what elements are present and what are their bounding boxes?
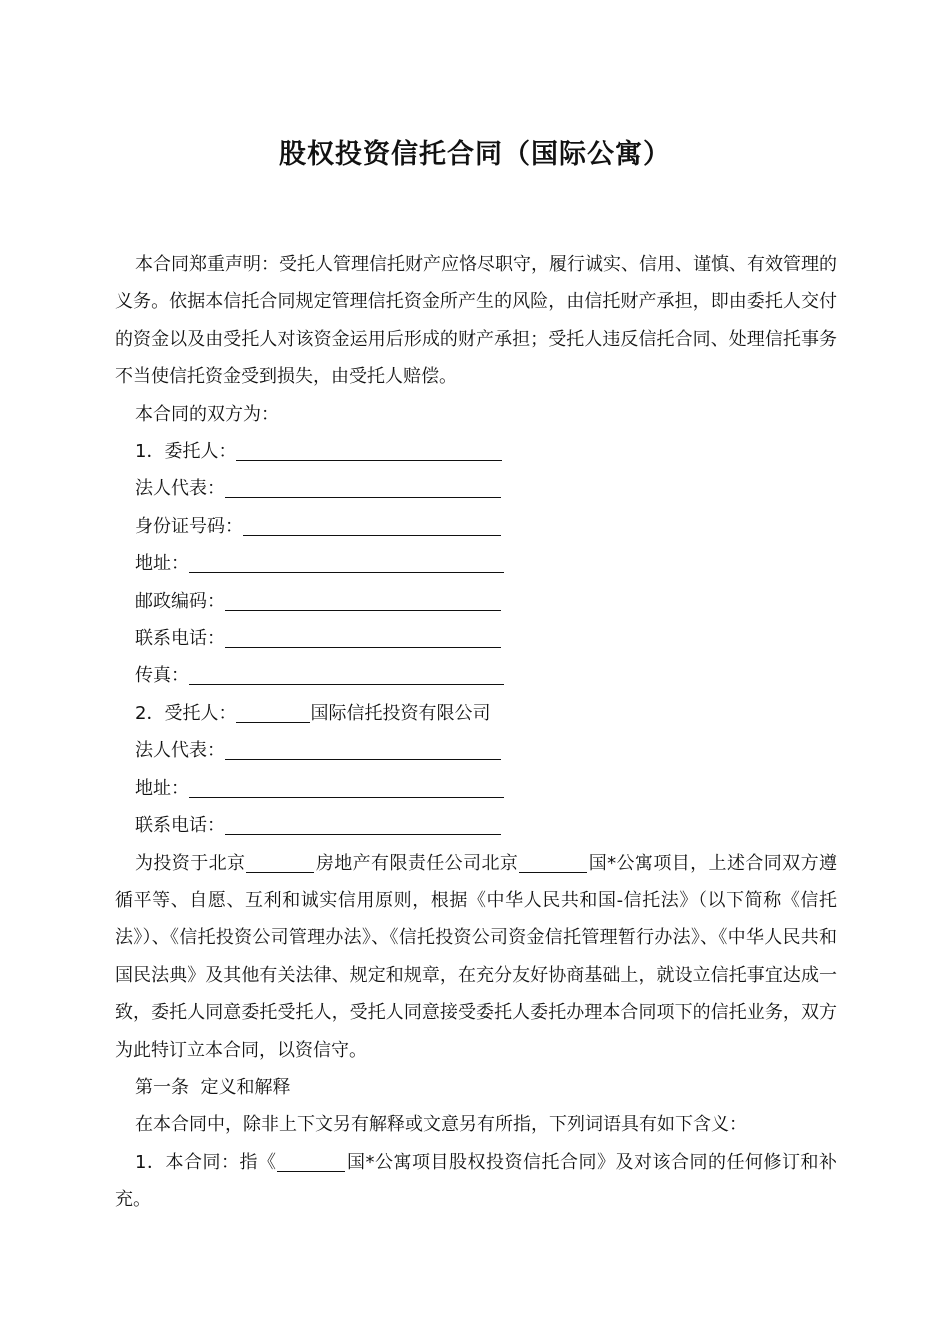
trustee-phone-line bbox=[115, 807, 837, 844]
trustee-phone-blank bbox=[225, 813, 501, 835]
article1-heading: 第一条 定义和解释 bbox=[135, 1076, 291, 1098]
trustee-name-blank bbox=[236, 701, 310, 723]
trustee-address-label: 地址： bbox=[135, 777, 189, 799]
purpose-text-3: 国*公寓项目，上述合同双方遵循平等、自愿、互利和诚实信用原则，根据《中华人民共和国-信托法》（以下简称《信托法》）、《信托投资公司管理办法》、《信托投资公司资金信托管理暂行办法》、《中华人民共和国民法典》及其他有关法律、规定和规章，在充分友好协商基础上，就设立信托事宜达成一致，委托人同意委托受托人，受托人同意接受委托人委托办理本合同项下的信托业务，双方为此特订立本合同，以资信守。 bbox=[115, 852, 837, 1061]
trustee-address-line bbox=[115, 770, 837, 807]
trustor-postcode-line bbox=[115, 583, 837, 620]
trustor-phone-blank bbox=[225, 626, 501, 648]
trustor-postcode-label: 邮政编码： bbox=[135, 590, 225, 612]
trustor-legal-rep-blank bbox=[225, 476, 501, 498]
trustor-heading: 1．委托人： bbox=[135, 441, 237, 463]
trustor-address-label: 地址： bbox=[135, 553, 189, 575]
trustee-company-suffix: 国际信托投资有限公司 bbox=[310, 702, 491, 724]
definition-1 bbox=[115, 1144, 837, 1219]
trustor-id-line bbox=[115, 508, 837, 545]
trustor-id-blank bbox=[243, 514, 501, 536]
trustor-fax-line bbox=[115, 657, 837, 694]
trustor-fax-blank bbox=[189, 663, 504, 685]
trustee-address-blank bbox=[189, 776, 504, 798]
trustee-legal-rep-line bbox=[115, 732, 837, 769]
definition-1-text-1: 1．本合同：指《 bbox=[135, 1151, 277, 1173]
trustee-legal-rep-blank bbox=[225, 738, 501, 760]
trustor-name-blank bbox=[236, 439, 502, 461]
trustee-heading: 2．受托人： bbox=[135, 702, 237, 724]
trustee-legal-rep-label: 法人代表： bbox=[135, 740, 225, 762]
parties-intro: 本合同的双方为： bbox=[135, 403, 279, 425]
purpose-text-2: 房地产有限责任公司北京 bbox=[315, 852, 519, 874]
trustor-address-blank bbox=[189, 551, 504, 573]
trustor-legal-rep-label: 法人代表： bbox=[135, 478, 225, 500]
trustor-phone-line bbox=[115, 620, 837, 657]
trustee-heading-line bbox=[115, 695, 837, 732]
purpose-paragraph bbox=[115, 845, 837, 1069]
contract-project-blank bbox=[277, 1151, 345, 1172]
purpose-text-1: 为投资于北京 bbox=[135, 852, 246, 874]
declaration-paragraph: 本合同郑重声明：受托人管理信托财产应恪尽职守，履行诚实、信用、谨慎、有效管理的义务。依据本信托合同规定管理信托资金所产生的风险，由信托财产承担，即由委托人交付的资金以及由受托人对该资金运用后形成的财产承担；受托人违反信托合同、处理信托事务不当使信托资金受到损失，由受托人赔偿。 bbox=[115, 254, 837, 388]
project-name-blank bbox=[519, 852, 587, 873]
trustee-phone-label: 联系电话： bbox=[135, 815, 225, 837]
definition-1-text-2: 国*公寓项目股权投资信托合同》及对该合同的任何修订和补充。 bbox=[115, 1151, 838, 1211]
developer-name-blank bbox=[246, 852, 314, 873]
article1-intro: 在本合同中，除非上下文另有解释或文意另有所指，下列词语具有如下含义： bbox=[135, 1114, 747, 1136]
trustor-heading-line bbox=[115, 433, 837, 470]
trustor-fax-label: 传真： bbox=[135, 665, 189, 687]
trustor-id-label: 身份证号码： bbox=[135, 515, 243, 537]
trustor-postcode-blank bbox=[225, 589, 501, 611]
trustor-phone-label: 联系电话： bbox=[135, 628, 225, 650]
document-title: 股权投资信托合同（国际公寓） bbox=[279, 139, 671, 170]
trustor-legal-rep-line bbox=[115, 470, 837, 507]
trustor-address-line bbox=[115, 545, 837, 582]
document-body bbox=[115, 246, 837, 1219]
